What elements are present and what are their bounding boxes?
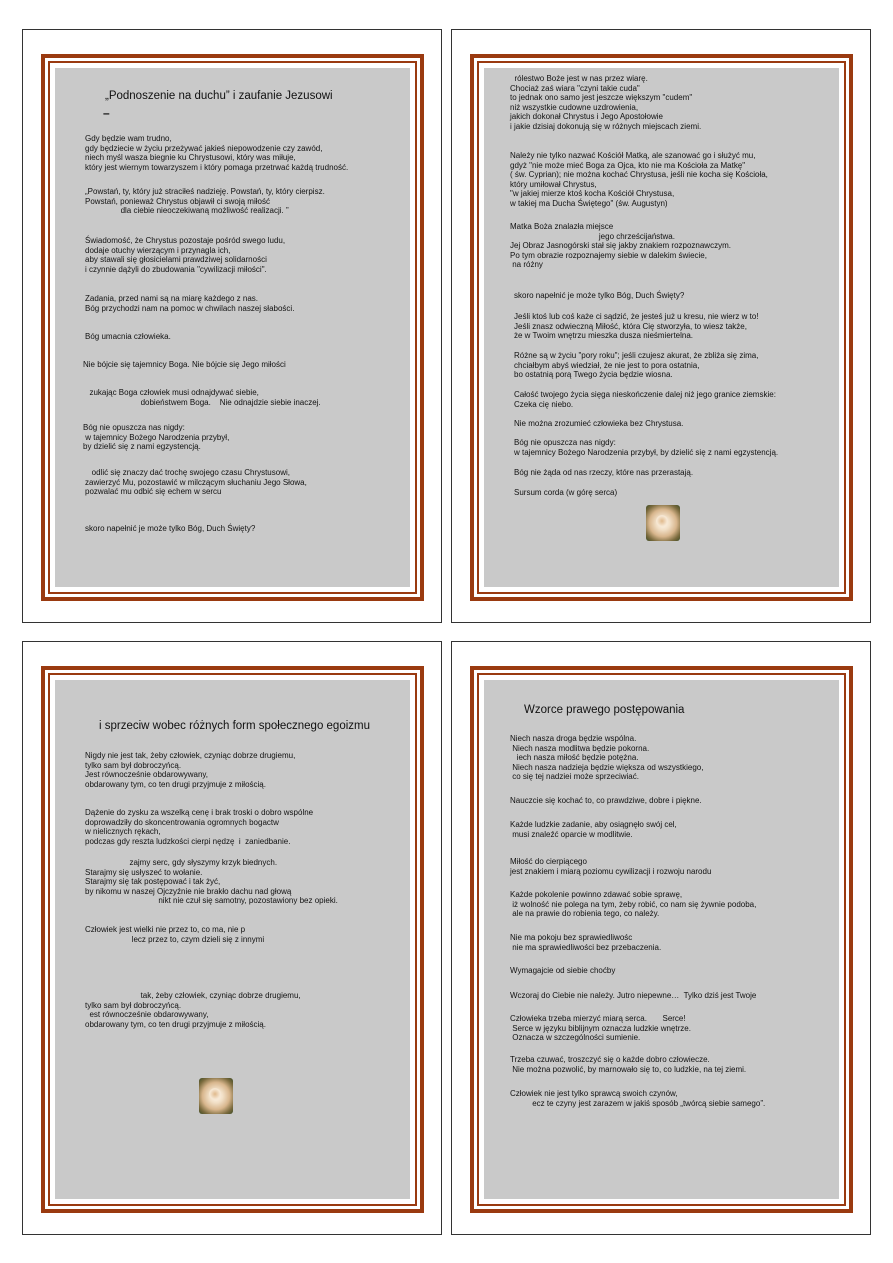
text-block: rólestwo Boże jest w nas przez wiarę. Chociaż zaś wiara "czyni takie cuda" to jednak ono samo jest jeszcze większym "cudem" niż wszystkie cudowne uzdrowienia, jakich dokonał Chrystus i Jego Apostołowie i jakie dzisiaj dokonują się w różnych miejscach ziemi. (510, 74, 702, 131)
text-block: Matka Boża znalazła miejsce jego chrześcijaństwa. Jej Obraz Jasnogórski stał się jakby znakiem rozpoznawczym. Po tym obrazie rozpoznajemy siebie w dalekim świecie, na różny (510, 222, 731, 270)
text-block: skoro napełnić je może tylko Bóg, Duch Święty? (514, 291, 685, 300)
page-frame (41, 54, 424, 601)
text-block: Sursum corda (w górę serca) (514, 488, 618, 497)
text-block: Człowieka trzeba mierzyć miarą serca. Serce! Serce w języku biblijnym oznacza ludzkie wnętrze. Oznacza w szczególności sumienie. (510, 1014, 691, 1043)
page-title: „Podnoszenie na duchu” i zaufanie Jezusowi (105, 90, 333, 102)
text-block: odlić się znaczy dać trochę swojego czasu Chrystusowi, zawierzyć Mu, pozostawić w milczącym słuchaniu Jego Słowa, pozwalać mu odbić się echem w sercu (85, 468, 307, 497)
text-block: Miłość do cierpiącego jest znakiem i miarą poziomu cywilizacji i rozwoju narodu (510, 857, 712, 876)
title-dash: – (103, 106, 110, 120)
text-block: zukając Boga człowiek musi odnajdywać siebie, dobieństwem Boga. Nie odnajdzie siebie inaczej. (89, 388, 321, 407)
text-block: Zadania, przed nami są na miarę każdego z nas. Bóg przychodzi nam na pomoc w chwilach naszej słabości. (85, 294, 295, 313)
page-content (55, 680, 410, 1199)
text-block: Każde ludzkie zadanie, aby osiągnęło swój cel, musi znaleźć oparcie w modlitwie. (510, 820, 677, 839)
page-4 (451, 641, 871, 1235)
text-block: „Powstań, ty, który już straciłeś nadzieję. Powstań, ty, który cierpisz. Powstań, ponieważ Chrystus objawił ci swoją miłość dla ciebie nieoczekiwaną możliwość realizacji. ” (85, 187, 325, 216)
text-block: Bóg nie opuszcza nas nigdy: w tajemnicy Bożego Narodzenia przybył, by dzielić się z nami egzystencją. (514, 438, 779, 457)
text-block: Nigdy nie jest tak, żeby człowiek, czyniąc dobrze drugiemu, tylko sam był dobroczyńcą. Jest równocześnie obdarowywany, obdarowany tym, co ten drugi przyjmuje z miłością. (85, 751, 296, 789)
page-title: i sprzeciw wobec różnych form społecznego egoizmu (99, 720, 371, 732)
text-block: skoro napełnić je może tylko Bóg, Duch Święty? (85, 524, 256, 533)
page-content (55, 68, 410, 587)
page-content (484, 68, 839, 587)
text-block: Jeśli ktoś lub coś każe ci sądzić, że jesteś już u kresu, nie wierz w to! Jeśli znasz odwieczną Miłość, która Cię stworzyła, to wiesz także, że w Twoim wnętrzu mieszka dusza nieśmiertelna. (514, 312, 759, 341)
text-block: Wczoraj do Ciebie nie należy. Jutro niepewne… Tylko dziś jest Twoje (510, 991, 757, 1000)
text-block: Nie ma pokoju bez sprawiedliwośc nie ma sprawiedliwości bez przebaczenia. (510, 933, 662, 952)
text-block: Gdy będzie wam trudno, gdy będziecie w życiu przeżywać jakieś niepowodzenie czy zawód, niech myśl wasza biegnie ku Chrystusowi, który was miłuje, który jest wiernym towarzyszem i który pomaga przetrwać każdą trudność. (85, 134, 349, 172)
page-1 (22, 29, 442, 623)
page-frame-inner (477, 61, 846, 594)
text-block: Całość twojego życia sięga nieskończenie dalej niż jego granice ziemskie: Czeka cię niebo. (514, 390, 776, 409)
text-block: zajmy serc, gdy słyszymy krzyk biednych. Starajmy się usłyszeć to wołanie. Starajmy się tak postępować i tak żyć, by nikomu w naszej Ojczyźnie nie brakło dachu nad głową nikt nie czuł się samotny, pozostawiony bez opieki. (85, 858, 338, 906)
rose-image (646, 505, 680, 541)
rose-image (199, 1078, 233, 1114)
text-block: Różne są w życiu "pory roku"; jeśli czujesz akurat, że zbliża się zima, chciałbym abyś wiedział, że nie jest to pora ostatnia, bo ostatnią porą Twego życia będzie wiosna. (514, 351, 759, 380)
text-block: Nie można zrozumieć człowieka bez Chrystusa. (514, 419, 684, 428)
text-block: Świadomość, że Chrystus pozostaje pośród swego ludu, dodaje otuchy wierzącym i przynaglа ich, aby stawali się głosicielami prawdziwej solidarności i czynnie dążyli do zbudowania "cywilizacji miłości". (85, 236, 286, 274)
page-frame-inner (48, 61, 417, 594)
page-3 (22, 641, 442, 1235)
page-frame-inner (477, 673, 846, 1206)
page-content (484, 680, 839, 1199)
page-frame (470, 54, 853, 601)
text-block: Dążenie do zysku za wszelką cenę i brak troski o dobro wspólne doprowadziły do skoncentrowania ogromnych bogactw w nielicznych rękach, podczas gdy reszta ludzkości cierpi nędzę i zaniedbanie. (85, 808, 314, 846)
text-block: Trzeba czuwać, troszczyć się o każde dobro człowiecze. Nie można pozwolić, by marnowało się to, co ludzkie, na tej ziemi. (510, 1055, 747, 1074)
text-block: Wymagajcie od siebie choćby (510, 966, 616, 975)
text-block: Bóg umacnia człowieka. (85, 332, 171, 341)
page-title: Wzorce prawego postępowania (524, 704, 685, 716)
page-frame-inner (48, 673, 417, 1206)
page-2 (451, 29, 871, 623)
text-block: Należy nie tylko nazwać Kościół Matką, ale szanować go i służyć mu, gdyż "nie może mieć Boga za Ojca, kto nie ma Kościoła za Matkę" ( św. Cyprian); nie można kochać Chrystusa, jeśli nie kocha się Kościoła, który umiłował Chrystus, "w jakiej mierze ktoś kocha Kościół Chrystusa, w takiej ma Ducha Świętego" (św. Augustyn) (510, 151, 768, 208)
text-block: Bóg nie żąda od nas rzeczy, które nas przerastają. (514, 468, 694, 477)
text-block: Niech nasza droga będzie wspólna. Niech nasza modlitwa będzie pokorna. iech nasza miłość będzie potężna. Niech nasza nadzieja będzie większa od wszystkiego, co się tej nadziei może sprzeciwiać. (510, 734, 704, 782)
text-block: Nauczcie się kochać to, co prawdziwe, dobre i piękne. (510, 796, 702, 805)
text-block: Bóg nie opuszcza nas nigdy: w tajemnicy Bożego Narodzenia przybył, by dzielić się z nami egzystencją. (83, 423, 230, 452)
text-block: tak, żeby człowiek, czyniąc dobrze drugiemu, tylko sam był dobroczyńcą. est równocześnie obdarowywany, obdarowany tym, co ten drugi przyjmuje z miłością. (85, 991, 301, 1029)
text-block: Człowiek jest wielki nie przez to, co ma, nie p lecz przez to, czym dzieli się z innymi (85, 925, 265, 944)
page-frame (41, 666, 424, 1213)
text-block: Człowiek nie jest tylko sprawcą swoich czynów, ecz te czyny jest zarazem w jakiś sposób „twórcą siebie samego”. (510, 1089, 766, 1108)
text-block: Każde pokolenie powinno zdawać sobie sprawę, iż wolność nie polega na tym, żeby robić, co nam się żywnie podoba, ale na prawie do robienia tego, co należy. (510, 890, 757, 919)
page-frame (470, 666, 853, 1213)
text-block: Nie bójcie się tajemnicy Boga. Nie bójcie się Jego miłości (83, 360, 286, 369)
